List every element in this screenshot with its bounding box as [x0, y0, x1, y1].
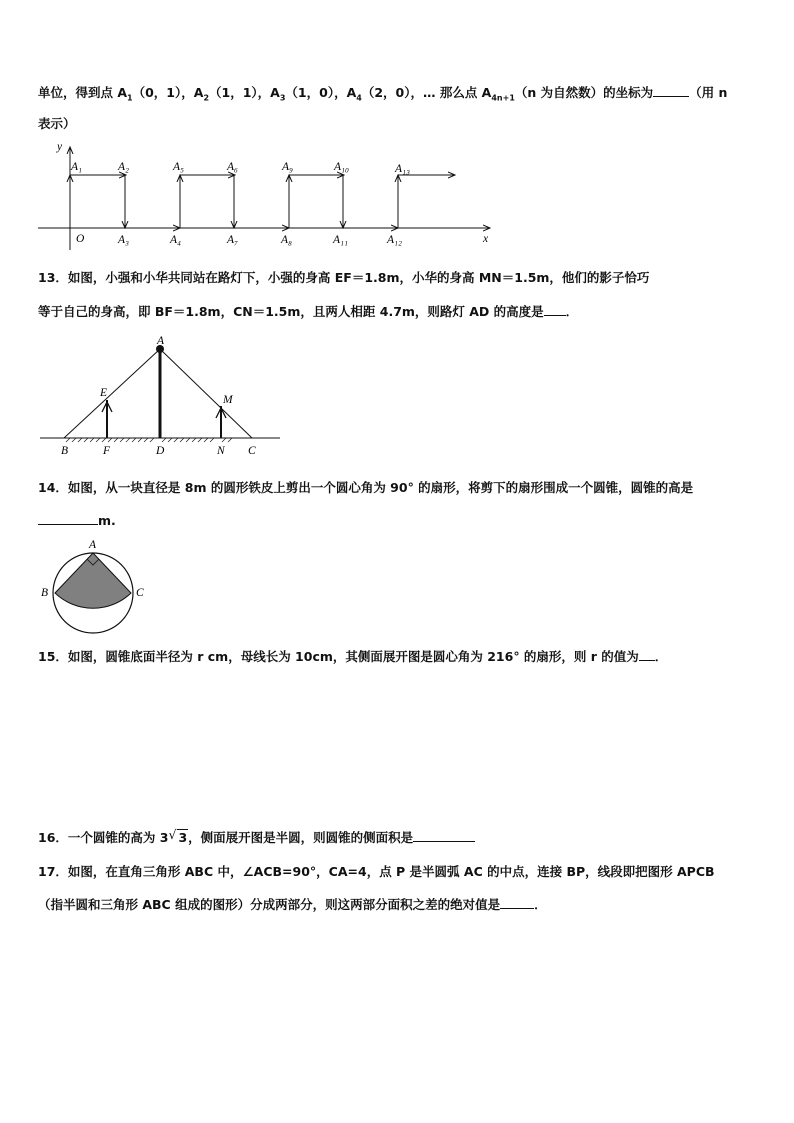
q17-line1: 17．如图，在直角三角形 ABC 中，∠ACB=90°，CA=4，点 P 是半圆弧 AC 的中点，连接 BP，线段即把图形 APCB [38, 864, 715, 879]
q14-line1: 14．如图，从一块直径是 8m 的圆形铁皮上剪出一个圆心角为 90° 的扇形，将剪下的扇形围成一个圆锥，圆锥的高是 [38, 480, 694, 495]
point-label: C [248, 445, 256, 457]
point-label: A₃ [118, 234, 130, 246]
answer-blank [500, 896, 534, 909]
y-axis-label: y [57, 141, 63, 153]
point-label: A₇ [227, 234, 239, 246]
point-label: A [157, 335, 165, 347]
point-label: A₁₃ [395, 163, 411, 175]
q17-line2: （指半圆和三角形 ABC 组成的图形）分成两部分，则这两部分面积之差的绝对值是 ． [38, 897, 547, 912]
point-label: A [89, 539, 97, 551]
point-label: A₄ [170, 234, 182, 246]
q13-line2: 等于自己的身高，即 BF＝1.8m，CN＝1.5m，且两人相距 4.7m，则路灯 AD 的高度是 ． [38, 304, 579, 319]
point-label: A₈ [281, 234, 293, 246]
point-label: B [61, 445, 69, 457]
point-label: A₁₂ [387, 234, 403, 246]
point-label: A₂ [118, 161, 130, 173]
q16-line1: 16．一个圆锥的高为 3 √ 3，侧面展开图是半圆，则圆锥的侧面积是 [38, 829, 475, 845]
answer-blank [639, 648, 655, 661]
point-label: A₆ [227, 161, 239, 173]
point-label: N [217, 445, 225, 457]
square-root: √ 3 [168, 827, 188, 845]
point-label: A₁₀ [334, 161, 350, 173]
point-label: A₁₁ [333, 234, 349, 246]
x-axis-label: x [483, 233, 489, 245]
origin-label: O [76, 233, 85, 245]
q15-line1: 15．如图，圆锥底面半径为 r cm，母线长为 10cm，其侧面展开图是圆心角为 216° 的扇形，则 r 的值为 ． [38, 649, 668, 664]
point-label: A₅ [173, 161, 185, 173]
point-label: B [41, 587, 49, 599]
point-label: F [103, 445, 111, 457]
point-label: M [223, 394, 233, 406]
q13-line1: 13．如图，小强和小华共同站在路灯下，小强的身高 EF＝1.8m，小华的身高 MN＝1.5m，他们的影子恰巧 [38, 270, 650, 285]
point-label: A₁ [71, 161, 83, 173]
point-label: C [136, 587, 144, 599]
point-label: A₉ [282, 161, 294, 173]
q12-line1: 单位，得到点 $A_1(0$，1），$A_2(1$，1），$A_3(1$，0），$A_4(2$，0），… 那么点 $A_{4n+1}(n$ 为自然数）的坐标为 （用 n [38, 85, 728, 103]
q12-line2: 表示） [38, 116, 76, 131]
answer-blank [413, 829, 475, 842]
q14-line2: m. [38, 512, 116, 528]
point-label: E [100, 387, 108, 399]
point-label: D [156, 445, 165, 457]
